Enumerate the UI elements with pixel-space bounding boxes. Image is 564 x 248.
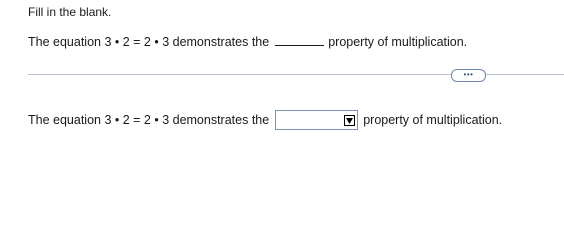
- answer-text-after: property of multiplication.: [363, 113, 503, 127]
- answer-text-before: The equation 3 • 2 = 2 • 3 demonstrates the: [28, 113, 270, 127]
- ellipsis-icon: •••: [463, 70, 474, 79]
- answer-dropdown[interactable]: [275, 110, 358, 130]
- more-options-button[interactable]: [451, 69, 486, 82]
- question-text-before: The equation 3 • 2 = 2 • 3 demonstrates the: [28, 35, 270, 49]
- question-statement: [28, 34, 467, 49]
- answer-statement: [28, 110, 502, 130]
- instruction-text: Fill in the blank.: [28, 5, 112, 19]
- triangle-down-icon[interactable]: [344, 115, 355, 126]
- question-text-after: property of multiplication.: [328, 35, 468, 49]
- blank-underline: [275, 34, 324, 46]
